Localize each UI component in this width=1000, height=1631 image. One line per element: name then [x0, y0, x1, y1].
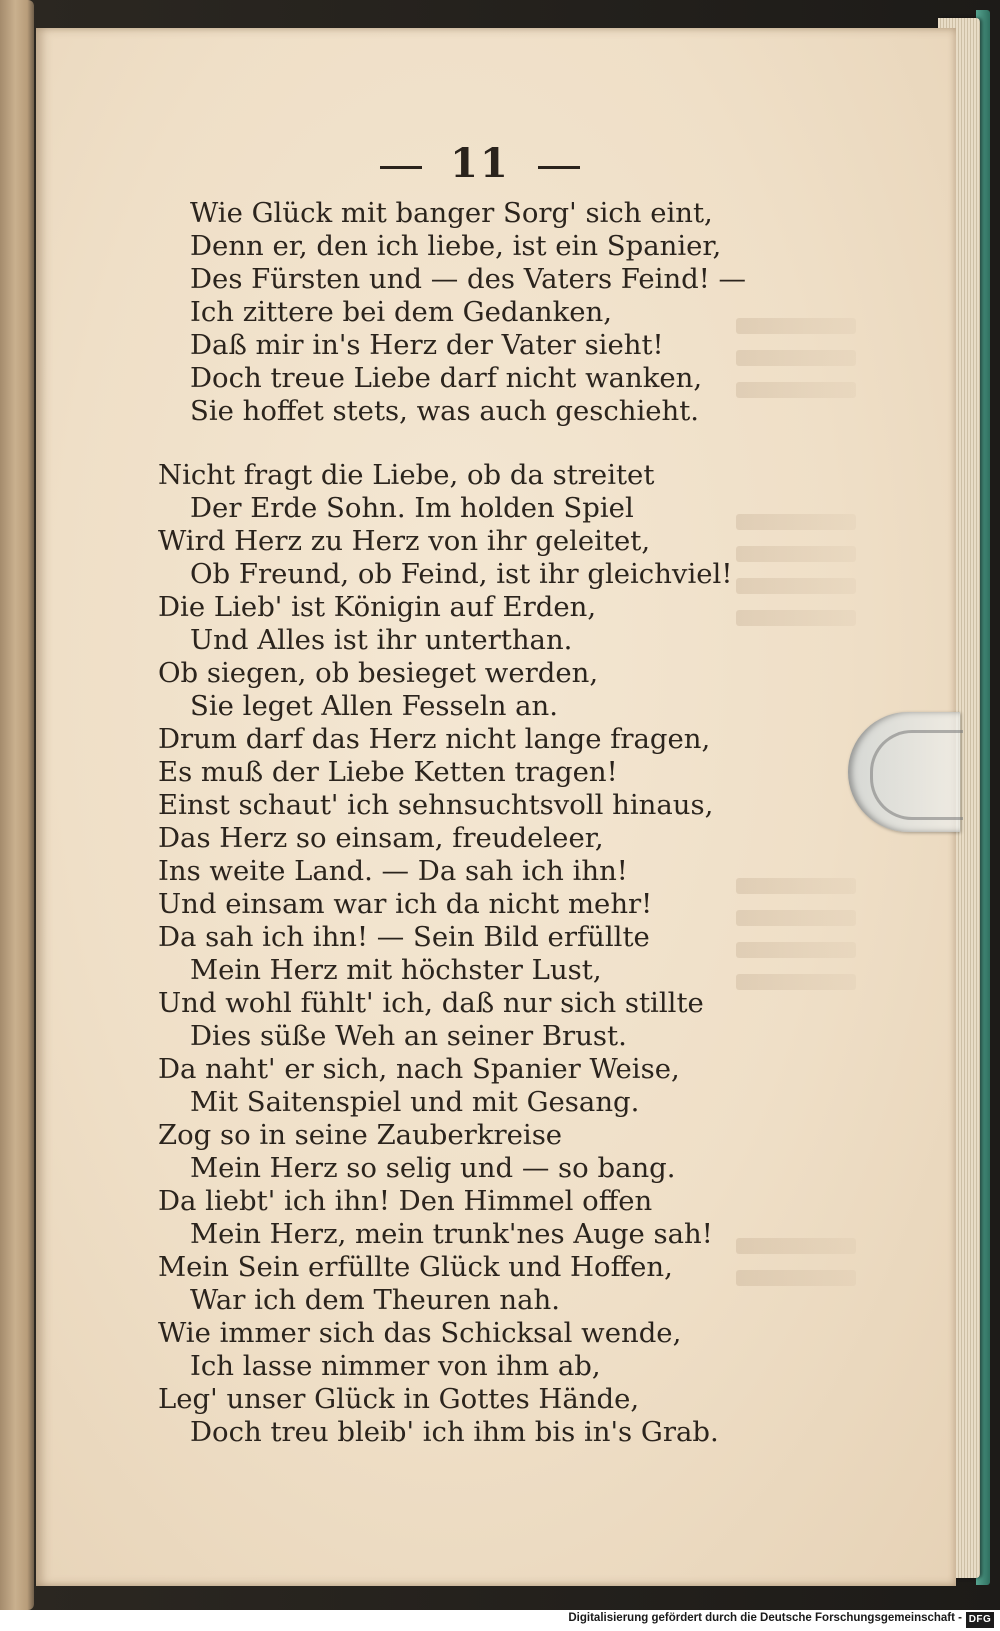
poem-line: Ins weite Land. — Da sah ich ihn! — [158, 855, 628, 887]
poem-line: Es muß der Liebe Ketten tragen! — [158, 756, 618, 788]
poem-line: Und wohl fühlt' ich, daß nur sich stillte — [158, 987, 704, 1019]
poem-line: Und einsam war ich da nicht mehr! — [158, 888, 653, 920]
poem-line: Einst schaut' ich sehnsuchtsvoll hinaus, — [158, 789, 714, 821]
poem-line: Daß mir in's Herz der Vater sieht! — [190, 329, 664, 361]
poem-line: Drum darf das Herz nicht lange fragen, — [158, 723, 711, 755]
poem-line: Mein Herz, mein trunk'nes Auge sah! — [190, 1218, 713, 1250]
poem-line: Mein Herz so selig und — so bang. — [190, 1152, 676, 1184]
poem-line: Nicht fragt die Liebe, ob da streitet — [158, 459, 655, 491]
poem-line: War ich dem Theuren nah. — [190, 1284, 560, 1316]
poem-line: Mein Herz mit höchster Lust, — [190, 954, 602, 986]
poem-line: Ich zittere bei dem Gedanken, — [190, 296, 612, 328]
poem-line: Zog so in seine Zauberkreise — [158, 1119, 563, 1151]
poem-line: Ich lasse nimmer von ihm ab, — [190, 1350, 601, 1382]
poem-line: Sie leget Allen Fesseln an. — [190, 690, 559, 722]
dfg-logo: DFG — [966, 1612, 994, 1628]
poem-line: Und Alles ist ihr unterthan. — [190, 624, 573, 656]
poem-line: Die Lieb' ist Königin auf Erden, — [158, 591, 597, 623]
poem-line: Der Erde Sohn. Im holden Spiel — [190, 492, 634, 524]
poem-line: Doch treu bleib' ich ihm bis in's Grab. — [190, 1416, 719, 1448]
page-clip-rim — [870, 730, 963, 820]
poem-line: Sie hoffet stets, was auch geschieht. — [190, 395, 700, 427]
poem-line: Denn er, den ich liebe, ist ein Spanier, — [190, 230, 722, 262]
poem-line: Da naht' er sich, nach Spanier Weise, — [158, 1053, 680, 1085]
poem-line: Ob siegen, ob besieget werden, — [158, 657, 599, 689]
poem-line: Wird Herz zu Herz von ihr geleitet, — [158, 525, 651, 557]
poem-line: Mit Saitenspiel und mit Gesang. — [190, 1086, 640, 1118]
digitization-credit: Digitalisierung gefördert durch die Deutsche Forschungsgemeinschaft - — [568, 1612, 962, 1624]
poem-line: Ob Freund, ob Feind, ist ihr gleichviel! — [190, 558, 733, 590]
poem-line: Wie immer sich das Schicksal wende, — [158, 1317, 682, 1349]
poem-line: Doch treue Liebe darf nicht wanken, — [190, 362, 703, 394]
poem-line: Da liebt' ich ihn! Den Himmel offen — [158, 1185, 653, 1217]
poem-line: Das Herz so einsam, freudeleer, — [158, 822, 604, 854]
poem-line: Leg' unser Glück in Gottes Hände, — [158, 1383, 640, 1415]
poem-line: Da sah ich ihn! — Sein Bild erfüllte — [158, 921, 650, 953]
poem-line: Dies süße Weh an seiner Brust. — [190, 1020, 627, 1052]
poem-line: Wie Glück mit banger Sorg' sich eint, — [190, 197, 713, 229]
poem-line: Mein Sein erfüllte Glück und Hoffen, — [158, 1251, 673, 1283]
page-number: 11 — [450, 140, 510, 187]
poem-line: Des Fürsten und — des Vaters Feind! — — [190, 263, 747, 295]
